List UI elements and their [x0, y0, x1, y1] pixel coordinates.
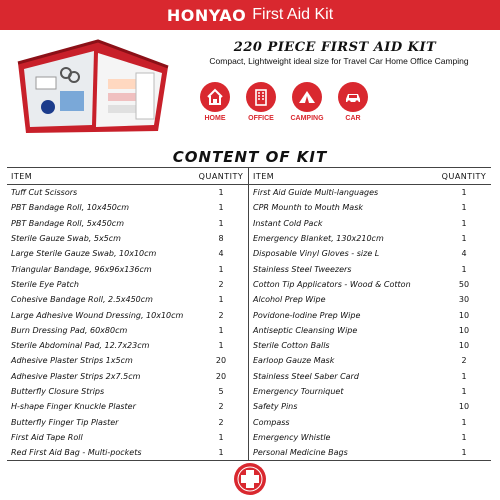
item-quantity: 1 [218, 264, 224, 274]
car-icon [338, 82, 368, 112]
brand-name: HONYAO [166, 5, 247, 25]
use-case-label: OFFICE [248, 115, 274, 122]
office-building-icon [246, 82, 276, 112]
column-header-quantity: QUANTITY [441, 171, 487, 181]
table-header [7, 168, 491, 185]
table-row [249, 200, 491, 215]
item-quantity: 10 [458, 402, 470, 412]
table-row [249, 185, 491, 200]
table-row [249, 369, 491, 384]
item-quantity: 1 [461, 188, 467, 198]
item-name: First Aid Tape Roll [11, 432, 83, 442]
table-row [7, 338, 248, 353]
table-row [7, 231, 248, 246]
use-case-home [198, 82, 232, 142]
item-quantity: 1 [461, 218, 467, 228]
item-quantity: 1 [461, 234, 467, 244]
use-case-label: HOME [204, 115, 226, 122]
item-quantity: 1 [218, 203, 224, 213]
item-name: Antiseptic Cleansing Wipe [253, 325, 358, 335]
right-item-list [249, 185, 491, 460]
item-name: Earloop Gauze Mask [253, 356, 335, 366]
item-name: Emergency Blanket, 130x210cm [253, 234, 384, 244]
item-quantity: 5 [218, 387, 224, 396]
item-name: CPR Mounth to Mouth Mask [253, 203, 363, 213]
use-case-camping [290, 82, 324, 142]
content-title: CONTENT OF KIT [172, 148, 328, 166]
item-name: Cotton Tip Applicators - Wood & Cotton [253, 279, 411, 289]
table-row [7, 369, 248, 384]
item-quantity: 50 [458, 279, 470, 289]
item-name: Sterile Eye Patch [11, 279, 79, 289]
item-name: Tuff Cut Scissors [11, 188, 78, 198]
table-row [7, 353, 248, 368]
item-quantity: 2 [218, 310, 224, 320]
header-title [0, 0, 500, 30]
table-body [7, 185, 491, 460]
item-quantity: 1 [218, 432, 224, 442]
item-quantity: 10 [458, 310, 470, 320]
table-row [7, 307, 248, 322]
item-quantity: 2 [461, 356, 467, 366]
table-row [7, 384, 248, 399]
item-name: H-shape Finger Knuckle Plaster [11, 402, 136, 412]
table-row [249, 292, 491, 307]
item-name: Personal Medicine Bags [253, 448, 348, 458]
item-quantity: 8 [218, 234, 224, 244]
item-quantity: 30 [458, 295, 470, 305]
table-row [7, 216, 248, 231]
table-row [7, 323, 248, 338]
item-quantity: 2 [218, 417, 224, 427]
item-name: PBT Bandage Roll, 5x450cm [11, 218, 124, 228]
item-quantity: 1 [218, 325, 224, 335]
item-quantity: 10 [458, 325, 470, 335]
item-name: Butterfly Closure Strips [11, 387, 105, 396]
item-name: Adhesive Plaster Strips 2x7.5cm [11, 371, 141, 381]
item-quantity: 1 [461, 264, 467, 274]
product-photo [8, 33, 176, 141]
table-row [7, 246, 248, 261]
item-name: Emergency Whistle [253, 432, 331, 442]
item-name: Instant Cold Pack [253, 218, 323, 228]
item-name: Sterile Cotton Balls [253, 341, 330, 351]
item-name: Compass [253, 417, 290, 427]
item-name: Burn Dressing Pad, 60x80cm [11, 325, 128, 335]
table-row [249, 430, 491, 445]
item-name: Stainless Steel Tweezers [253, 264, 352, 274]
item-name: Large Adhesive Wound Dressing, 10x10cm [11, 310, 184, 320]
item-quantity: 2 [218, 279, 224, 289]
table-row [249, 414, 491, 429]
table-row [249, 353, 491, 368]
tent-icon [292, 82, 322, 112]
item-quantity: 1 [218, 295, 224, 305]
item-quantity: 1 [218, 448, 224, 458]
item-quantity: 2 [218, 402, 224, 412]
table-row [7, 261, 248, 276]
item-name: Povidone-Iodine Prep Wipe [253, 310, 361, 320]
table-row [7, 277, 248, 292]
use-case-office [244, 82, 278, 142]
item-quantity: 1 [218, 341, 224, 351]
header-right [249, 168, 491, 184]
table-row [7, 430, 248, 445]
item-name: First Aid Guide Multi-languages [253, 188, 379, 198]
item-name: PBT Bandage Roll, 10x450cm [11, 203, 130, 213]
item-quantity: 4 [461, 249, 467, 259]
item-name: Cohesive Bandage Roll, 2.5x450cm [11, 295, 153, 305]
item-name: Safety Pins [253, 402, 298, 412]
table-row [249, 384, 491, 399]
item-quantity: 1 [461, 371, 467, 381]
item-quantity: 1 [218, 188, 224, 198]
item-quantity: 1 [218, 218, 224, 228]
item-name: Emergency Tourniquet [253, 387, 344, 396]
table-row [7, 200, 248, 215]
left-item-list [7, 185, 249, 460]
table-row [7, 414, 248, 429]
subtitle: Compact, Lightweight ideal size for Travel Car Home Office Camping [209, 56, 469, 66]
use-case-label: CAMPING [290, 115, 324, 122]
kit-contents-table [7, 167, 491, 461]
item-quantity: 1 [461, 387, 467, 396]
table-row [7, 445, 248, 460]
table-row [249, 445, 491, 460]
item-quantity: 20 [215, 371, 227, 381]
item-name: Alcohol Prep Wipe [253, 295, 326, 305]
table-row [7, 185, 248, 200]
item-name: Adhesive Plaster Strips 1x5cm [11, 356, 133, 366]
item-name: Sterile Abdominal Pad, 12.7x23cm [11, 341, 150, 351]
item-quantity: 20 [215, 356, 227, 366]
use-case-icons [198, 82, 370, 142]
table-row [249, 277, 491, 292]
table-row [249, 323, 491, 338]
column-header-item: ITEM [11, 171, 33, 181]
item-quantity: 1 [461, 432, 467, 442]
item-name: Butterfly Finger Tip Plaster [11, 417, 119, 427]
table-row [249, 246, 491, 261]
item-name: Sterile Gauze Swab, 5x5cm [11, 234, 121, 244]
item-name: Disposable Vinyl Gloves - size L [253, 249, 380, 259]
item-quantity: 1 [461, 203, 467, 213]
use-case-label: CAR [345, 115, 361, 122]
item-name: Stainless Steel Saber Card [253, 371, 359, 381]
column-header-item: ITEM [253, 171, 275, 181]
item-name: Large Sterile Gauze Swab, 10x10cm [11, 249, 157, 259]
header-left [7, 168, 249, 184]
table-row [249, 231, 491, 246]
first-aid-cross-logo [226, 462, 274, 496]
table-row [249, 216, 491, 231]
table-row [249, 261, 491, 276]
item-quantity: 1 [461, 448, 467, 458]
kit-name: First Aid Kit [252, 6, 334, 23]
item-name: Triangular Bandage, 96x96x136cm [11, 264, 152, 274]
table-row [7, 399, 248, 414]
item-quantity: 10 [458, 341, 470, 351]
table-row [249, 338, 491, 353]
table-row [249, 399, 491, 414]
item-quantity: 1 [461, 417, 467, 427]
use-case-car [336, 82, 370, 142]
table-row [7, 292, 248, 307]
headline: 220 PIECE FIRST AID KIT [233, 40, 437, 55]
column-header-quantity: QUANTITY [198, 171, 244, 181]
item-name: Red First Aid Bag - Multi-pockets [11, 448, 142, 458]
home-icon [200, 82, 230, 112]
table-row [249, 307, 491, 322]
item-quantity: 4 [218, 249, 224, 259]
